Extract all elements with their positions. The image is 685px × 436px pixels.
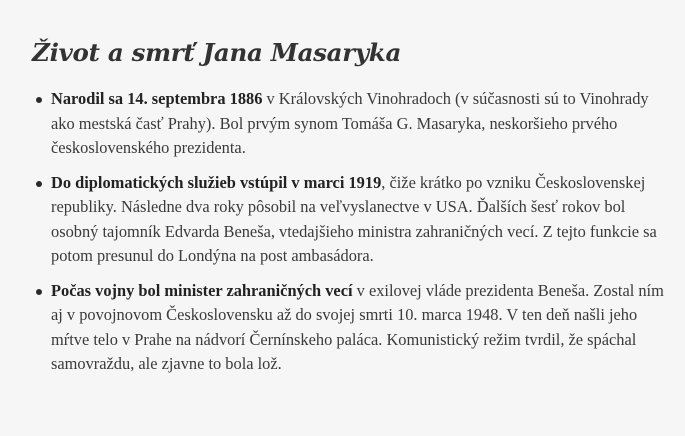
article-title: Život a smrť Jana Masaryka	[32, 38, 402, 67]
fact-text: v Královských Vinohradoch (v súčasnosti sú to Vinohrady ako mestská časť Prahy). Bol prvým synom Tomáša G. Masaryka, neskoršieho prvého československého prezidenta.	[51, 89, 649, 157]
fact-text: v exilovej vláde prezidenta Beneša. Zostal ním aj v povojnovom Československu až do svojej smrti 10. marca 1948. V ten deň našli jeho mŕtve telo v Prahe na nádvorí Černínskeho paláca. Komunistický režim tvrdil, že spáchal samovraždu, ale zjavne to bola lož.	[51, 280, 664, 373]
fact-lead: Do diplomatických služieb vstúpil v marci 1919	[51, 172, 382, 192]
fact-item-war	[32, 279, 665, 377]
fact-list	[32, 87, 665, 377]
bullet-icon	[36, 289, 42, 295]
fact-lead: Počas vojny bol minister zahraničných vecí	[51, 280, 353, 300]
fact-item-diplomacy	[32, 171, 665, 269]
fact-item-birth	[32, 87, 665, 161]
fact-text: , čiže krátko po vzniku Československej republiky. Následne dva roky pôsobil na veľvyslanectve v USA. Ďalších šesť rokov bol osobný tajomník Edvarda Beneša, vtedajšieho ministra zahraničných vecí. Z tejto funkcie sa potom presunul do Londýna na post ambasádora.	[51, 172, 657, 265]
bullet-icon	[36, 181, 42, 187]
fact-lead: Narodil sa 14. septembra 1886	[51, 89, 263, 108]
bullet-icon	[36, 97, 42, 103]
